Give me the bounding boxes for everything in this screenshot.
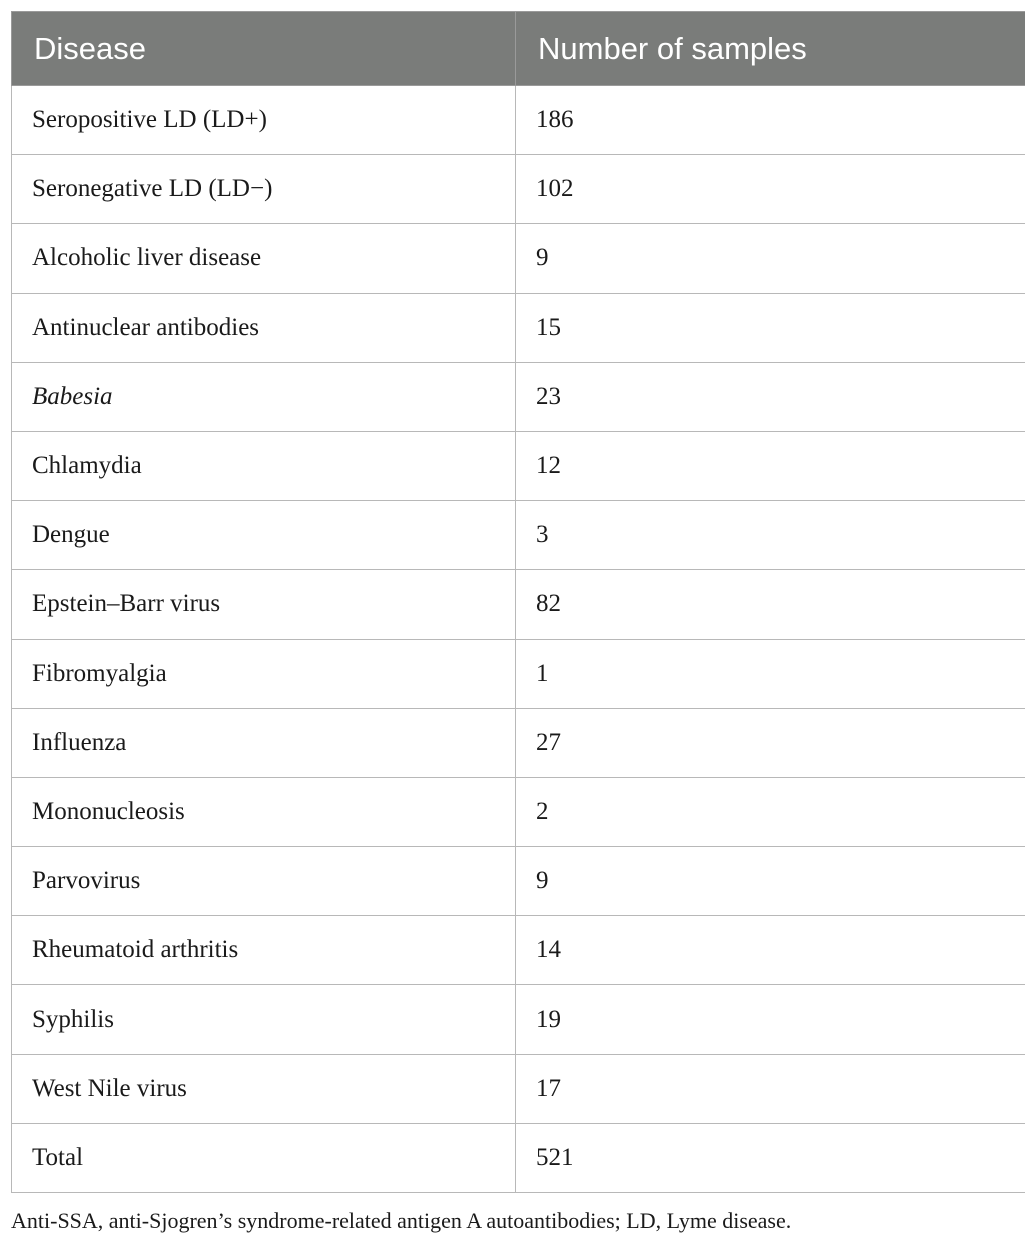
sample-count-cell: 14	[516, 916, 1025, 985]
table-row	[12, 224, 1025, 293]
disease-cell: Chlamydia	[12, 431, 516, 500]
sample-count-cell: 19	[516, 985, 1025, 1054]
disease-cell: Alcoholic liver disease	[12, 224, 516, 293]
disease-cell: Rheumatoid arthritis	[12, 916, 516, 985]
table-row	[12, 501, 1025, 570]
disease-cell: Influenza	[12, 708, 516, 777]
disease-cell: Parvovirus	[12, 847, 516, 916]
table-row	[12, 1054, 1025, 1123]
header-disease: Disease	[12, 12, 516, 86]
table-row	[12, 847, 1025, 916]
sample-count-cell: 1	[516, 639, 1025, 708]
table-body	[12, 86, 1025, 1193]
header-number-of-samples: Number of samples	[516, 12, 1025, 86]
table-footnote: Anti-SSA, anti-Sjogren’s syndrome-related antigen A autoantibodies; LD, Lyme disease.	[11, 1208, 792, 1233]
table-header-row	[12, 12, 1025, 86]
sample-count-cell: 12	[516, 431, 1025, 500]
disease-cell: Mononucleosis	[12, 777, 516, 846]
disease-cell: Epstein–Barr virus	[12, 570, 516, 639]
disease-cell: West Nile virus	[12, 1054, 516, 1123]
sample-count-cell: 27	[516, 708, 1025, 777]
table-row	[12, 86, 1025, 155]
disease-cell: Antinuclear antibodies	[12, 293, 516, 362]
sample-count-cell: 23	[516, 362, 1025, 431]
sample-count-cell: 15	[516, 293, 1025, 362]
table-row	[12, 639, 1025, 708]
sample-count-cell: 2	[516, 777, 1025, 846]
disease-table-container	[11, 11, 1025, 1193]
disease-cell: Syphilis	[12, 985, 516, 1054]
sample-count-cell: 9	[516, 224, 1025, 293]
disease-cell: Seropositive LD (LD+)	[12, 86, 516, 155]
disease-cell: Babesia	[12, 362, 516, 431]
table-row	[12, 916, 1025, 985]
table-row	[12, 708, 1025, 777]
table-row	[12, 985, 1025, 1054]
sample-count-cell: 82	[516, 570, 1025, 639]
sample-count-cell: 17	[516, 1054, 1025, 1123]
disease-cell: Seronegative LD (LD−)	[12, 155, 516, 224]
sample-count-cell: 102	[516, 155, 1025, 224]
disease-cell: Total	[12, 1123, 516, 1192]
table-row	[12, 431, 1025, 500]
table-row	[12, 293, 1025, 362]
sample-count-cell: 3	[516, 501, 1025, 570]
disease-samples-table	[11, 11, 1025, 1193]
table-row	[12, 362, 1025, 431]
disease-cell: Fibromyalgia	[12, 639, 516, 708]
disease-cell: Dengue	[12, 501, 516, 570]
sample-count-cell: 521	[516, 1123, 1025, 1192]
sample-count-cell: 9	[516, 847, 1025, 916]
table-row	[12, 570, 1025, 639]
sample-count-cell: 186	[516, 86, 1025, 155]
table-row	[12, 777, 1025, 846]
table-row	[12, 155, 1025, 224]
table-row	[12, 1123, 1025, 1192]
